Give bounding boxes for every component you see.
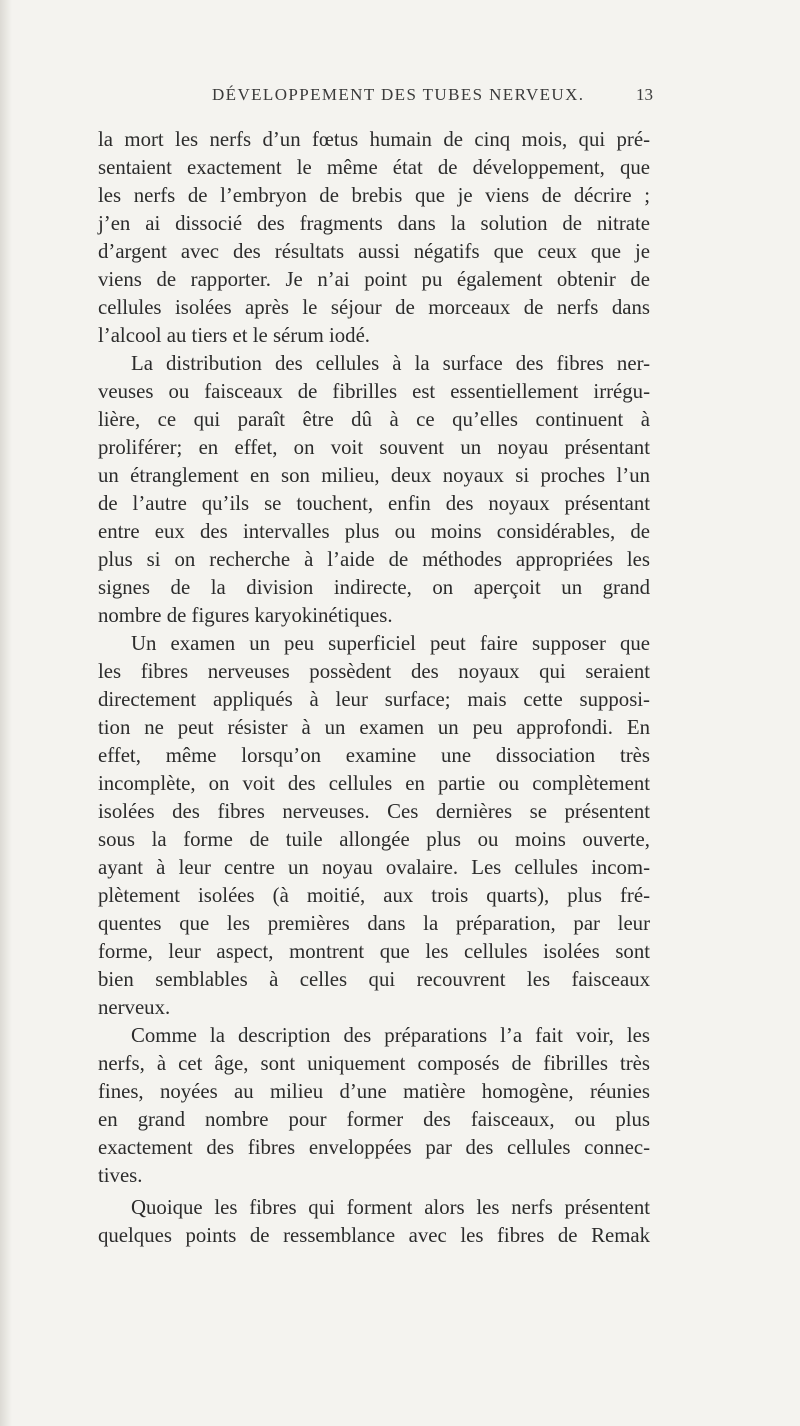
text-line: viens de rapporter. Je n’ai point pu également obtenir de [98,268,650,291]
text-line: sous la forme de tuile allongée plus ou moins ouverte, [98,828,650,851]
text-line: tion ne peut résister à un examen un peu approfondi. En [98,716,650,739]
text-line: les fibres nerveuses possèdent des noyaux qui seraient [98,660,650,683]
text-line: un étranglement en son milieu, deux noyaux si proches l’un [98,464,650,487]
text-line: quentes que les premières dans la préparation, par leur [98,912,650,935]
page-number: 13 [636,85,653,104]
text-line: exactement des fibres enveloppées par des cellules connec- [98,1136,650,1159]
text-line: les nerfs de l’embryon de brebis que je viens de décrire ; [98,184,650,207]
text-line: de l’autre qu’ils se touchent, enfin des noyaux présentant [98,492,650,515]
text-line: signes de la division indirecte, on aperçoit un grand [98,576,650,599]
text-line: proliférer; en effet, on voit souvent un noyau présentant [98,436,650,459]
text-line: sentaient exactement le même état de développement, que [98,156,650,179]
text-line: en grand nombre pour former des faisceaux, ou plus [98,1108,650,1131]
text-line: forme, leur aspect, montrent que les cellules isolées sont [98,940,650,963]
text-line: entre eux des intervalles plus ou moins considérables, de [98,520,650,543]
text-line: plètement isolées (à moitié, aux trois quarts), plus fré- [98,884,650,907]
text-line: lière, ce qui paraît être dû à ce qu’elles continuent à [98,408,650,431]
running-title: DÉVELOPPEMENT DES TUBES NERVEUX. [212,85,585,104]
text-line: plus si on recherche à l’aide de méthodes appropriées les [98,548,650,571]
text-line: l’alcool au tiers et le sérum iodé. [98,324,370,347]
text-line: d’argent avec des résultats aussi négatifs que ceux que je [98,240,650,263]
text-line: tives. [98,1164,143,1187]
text-line: directement appliqués à leur surface; mais cette supposi- [98,688,650,711]
text-line: bien semblables à celles qui recouvrent les faisceaux [98,968,650,991]
text-line: ayant à leur centre un noyau ovalaire. Les cellules incom- [98,856,650,879]
text-line: j’en ai dissocié des fragments dans la solution de nitrate [98,212,650,235]
text-line: Comme la description des préparations l’a fait voir, les [131,1024,650,1047]
text-line: fines, noyées au milieu d’une matière homogène, réunies [98,1080,650,1103]
text-line: nombre de figures karyokinétiques. [98,604,393,627]
text-line: veuses ou faisceaux de fibrilles est essentiellement irrégu- [98,380,650,403]
text-line: nerfs, à cet âge, sont uniquement composés de fibrilles très [98,1052,650,1075]
text-line: incomplète, on voit des cellules en partie ou complètement [98,772,650,795]
text-line: La distribution des cellules à la surface des fibres ner- [131,352,650,375]
text-line: Quoique les fibres qui forment alors les nerfs présentent [131,1196,650,1219]
text-line: Un examen un peu superficiel peut faire supposer que [131,632,650,655]
page-edge-shadow [0,0,12,1426]
text-line: quelques points de ressemblance avec les fibres de Remak [98,1224,650,1247]
text-line: isolées des fibres nerveuses. Ces dernières se présentent [98,800,650,823]
text-line: la mort les nerfs d’un fœtus humain de cinq mois, qui pré- [98,128,650,151]
text-line: nerveux. [98,996,171,1019]
text-line: effet, même lorsqu’on examine une dissociation très [98,744,650,767]
text-line: cellules isolées après le séjour de morceaux de nerfs dans [98,296,650,319]
running-head [0,85,800,109]
